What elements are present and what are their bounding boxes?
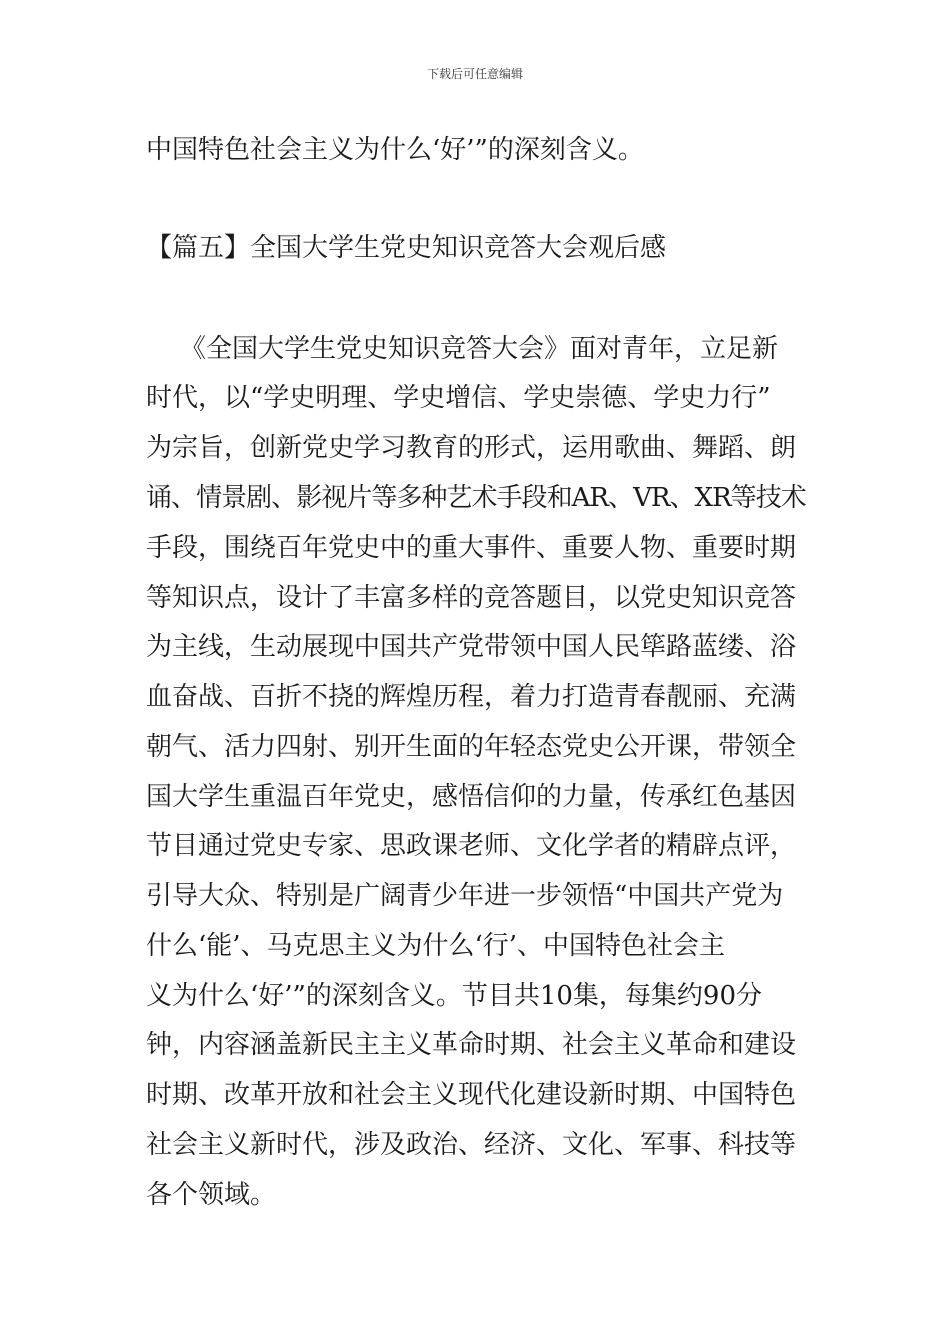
- text-line: 《全国大学生党史知识竞答大会》面对青年，立足新: [180, 334, 779, 364]
- text-line: 为主线，生动展现中国共产党带领中国人民筚路蓝缕、浴: [146, 632, 797, 662]
- text-line: 各个领域。: [146, 1180, 277, 1210]
- text-line: 钟，内容涵盖新民主主义革命时期、社会主义革命和建设: [146, 1030, 797, 1060]
- text-line: 时代，以“学史明理、学史增信、学史崇德、学史力行”: [146, 383, 771, 413]
- text-line: 手段，围绕百年党史中的重大事件、重要人物、重要时期: [146, 533, 797, 563]
- text-line: 国大学生重温百年党史，感悟信仰的力量，传承红色基因: [146, 782, 797, 812]
- section-title: 【篇五】全国大学生党史知识竞答大会观后感: [146, 233, 667, 263]
- text-line: 血奋战、百折不挠的辉煌历程，着力打造青春靓丽、充满: [146, 682, 797, 712]
- text-line: 中国特色社会主义为什么‘好’”的深刻含义。: [146, 135, 644, 165]
- text-line: 节目通过党史专家、思政课老师、文化学者的精辟点评，: [146, 831, 797, 861]
- text-line: 义为什么‘好’”的深刻含义。节目共10集，每集约90分: [146, 981, 762, 1011]
- text-line: 为宗旨，创新党史学习教育的形式，运用歌曲、舞蹈、朗: [146, 433, 797, 463]
- text-line: 什么‘能’、马克思主义为什么‘行’、中国特色社会主: [146, 931, 726, 961]
- text-line: 社会主义新时代，涉及政治、经济、文化、军事、科技等: [146, 1130, 797, 1160]
- text-line: 时期、改革开放和社会主义现代化建设新时期、中国特色: [146, 1080, 797, 1110]
- text-line: 等知识点，设计了丰富多样的竞答题目，以党史知识竞答: [146, 583, 797, 613]
- text-line: 朝气、活力四射、别开生面的年轻态党史公开课，带领全: [146, 732, 797, 762]
- text-line: 引导大众、特别是广阔青少年进一步领悟“中国共产党为: [146, 881, 784, 911]
- page-header: 下载后可任意编辑: [426, 67, 523, 81]
- text-line: 诵、情景剧、影视片等多种艺术手段和AR、VR、XR等技术: [146, 483, 806, 513]
